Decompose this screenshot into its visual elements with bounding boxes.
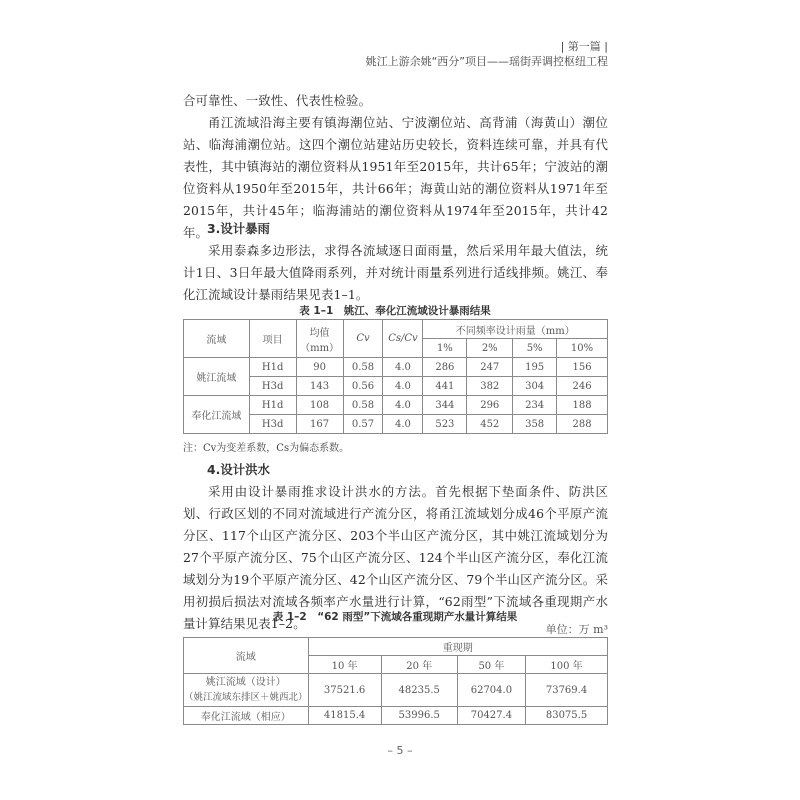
cell-mean: 90 — [296, 358, 343, 377]
cell-value: 73769.4 — [526, 674, 608, 707]
paragraph-design-flood: 采用由设计暴雨推求设计洪水的方法。首先根据下垫面条件、防洪区划、行政区划的不同对流域进行产流分区，将甬江流域划分成46个平原产流分区、117个山区产流分区、203个半山区产流分区，其中姚江流域划分为27个平原产流分区、75个山区产流分区、124个半山区产流分区，奉化江流域划分为19个平原产流分区、42个山区产流分区、79个半山区产流分区。采用初损后损法对流域各频率产水量进行计算，“62雨型”下流域各重现期产水量计算结果见表1–2。 — [183, 484, 608, 631]
header-basin: 流域 — [184, 320, 250, 358]
table-row — [184, 707, 608, 725]
header-period-10: 10 年 — [308, 656, 381, 674]
running-title: 姚江上游余姚“西分”项目——瑶街弄调控枢纽工程 — [365, 55, 608, 68]
cell-value: 286 — [423, 358, 467, 377]
header-frequency-group: 不同频率设计雨量（mm） — [423, 320, 608, 339]
cell-value: 41815.4 — [308, 707, 381, 725]
part-label: | 第一篇 | — [560, 40, 608, 53]
cell-cv: 0.56 — [343, 377, 383, 396]
cell-value: 53996.5 — [381, 707, 457, 725]
cell-value: 37521.6 — [308, 674, 381, 707]
header-mean — [296, 320, 343, 358]
cell-value: 288 — [557, 415, 608, 434]
header-freq-2: 2% — [467, 339, 513, 358]
header-period-50: 50 年 — [457, 656, 525, 674]
header-mean-label: 均值 — [309, 327, 330, 339]
cell-cscv: 4.0 — [383, 415, 423, 434]
cell-value: 296 — [467, 396, 513, 415]
table1-caption: 表 1–1 姚江、奉化江流域设计暴雨结果 — [299, 305, 491, 317]
header-freq-5: 5% — [513, 339, 557, 358]
cell-value: 452 — [467, 415, 513, 434]
header-cv: Cv — [343, 320, 383, 358]
cell-basin-line2: （姚江流域东排区＋姚西北） — [184, 692, 308, 703]
cell-value: 48235.5 — [381, 674, 457, 707]
cell-value: 246 — [557, 377, 608, 396]
table2-caption: 表 1–2 “62 雨型”下流域各重现期产水量计算结果 — [272, 611, 518, 623]
cell-value: 62704.0 — [457, 674, 525, 707]
cell-value: 523 — [423, 415, 467, 434]
cell-value: 83075.5 — [526, 707, 608, 725]
cell-value: 382 — [467, 377, 513, 396]
header-period-20: 20 年 — [381, 656, 457, 674]
header-freq-1: 1% — [423, 339, 467, 358]
table-design-rainstorm — [183, 319, 608, 434]
paragraph-block-2 — [183, 240, 608, 306]
cell-item: H1d — [249, 396, 296, 415]
header-cscv: Cs/Cv — [383, 320, 423, 358]
cell-value: 247 — [467, 358, 513, 377]
section-heading-design-flood: 4.设计洪水 — [207, 462, 270, 477]
cell-value: 234 — [513, 396, 557, 415]
cell-basin: 奉化江流域 — [184, 396, 250, 434]
cell-basin: 姚江流域 — [184, 358, 250, 396]
cell-item: H1d — [249, 358, 296, 377]
header-freq-10: 10% — [557, 339, 608, 358]
paragraph-tide-stations: 甬江流域沿海主要有镇海潮位站、宁波潮位站、高背浦（海黄山）潮位站、临海浦潮位站。这四个潮位站建站历史较长，资料连续可靠，并具有代表性，其中镇海站的潮位资料从1951年至2015年，共计65年；宁波站的潮位资料从1950年至2015年，共计66年；海黄山站的潮位资料从1971年至2015年，共计45年；临海浦站的潮位资料从1974年至2015年，共计42年。 — [183, 115, 608, 240]
cell-value: 188 — [557, 396, 608, 415]
cell-cv: 0.58 — [343, 358, 383, 377]
cell-value: 344 — [423, 396, 467, 415]
cell-value: 156 — [557, 358, 608, 377]
cell-basin: 奉化江流域（相应） — [184, 707, 309, 725]
cell-mean: 143 — [296, 377, 343, 396]
header-mean-unit: （mm） — [300, 342, 340, 354]
table-row — [184, 674, 608, 707]
paragraph-continuation: 合可靠性、一致性、代表性检验。 — [183, 93, 372, 108]
table-runoff-volume — [183, 637, 608, 725]
header-item: 项目 — [249, 320, 296, 358]
cell-mean: 167 — [296, 415, 343, 434]
cell-cscv: 4.0 — [383, 377, 423, 396]
table1-note: 注：Cv为变差系数，Cs为偏态系数。 — [183, 443, 350, 454]
table-row — [184, 358, 608, 377]
paragraph-design-rainstorm: 采用泰森多边形法，求得各流域逐日面雨量，然后采用年最大值法，统计1日、3日年最大值降雨系列，并对统计雨量系列进行适线排频。姚江、奉化江流域设计暴雨结果见表1–1。 — [183, 243, 608, 302]
cell-cscv: 4.0 — [383, 358, 423, 377]
cell-mean: 108 — [296, 396, 343, 415]
cell-cscv: 4.0 — [383, 396, 423, 415]
section-heading-design-rainstorm: 3.设计暴雨 — [207, 221, 270, 236]
cell-value: 441 — [423, 377, 467, 396]
header-period-100: 100 年 — [526, 656, 608, 674]
table2-unit: 单位：万 m³ — [545, 623, 608, 636]
table-row — [184, 396, 608, 415]
cell-cv: 0.58 — [343, 396, 383, 415]
cell-value: 358 — [513, 415, 557, 434]
cell-value: 195 — [513, 358, 557, 377]
cell-item: H3d — [249, 377, 296, 396]
page-number: – 5 – — [387, 744, 413, 757]
cell-item: H3d — [249, 415, 296, 434]
header-return-period-group: 重现期 — [308, 638, 607, 656]
cell-value: 304 — [513, 377, 557, 396]
cell-cv: 0.57 — [343, 415, 383, 434]
cell-basin — [184, 674, 309, 707]
cell-basin-line1: 姚江流域（设计） — [205, 677, 286, 688]
header-basin: 流域 — [184, 638, 309, 674]
cell-value: 70427.4 — [457, 707, 525, 725]
